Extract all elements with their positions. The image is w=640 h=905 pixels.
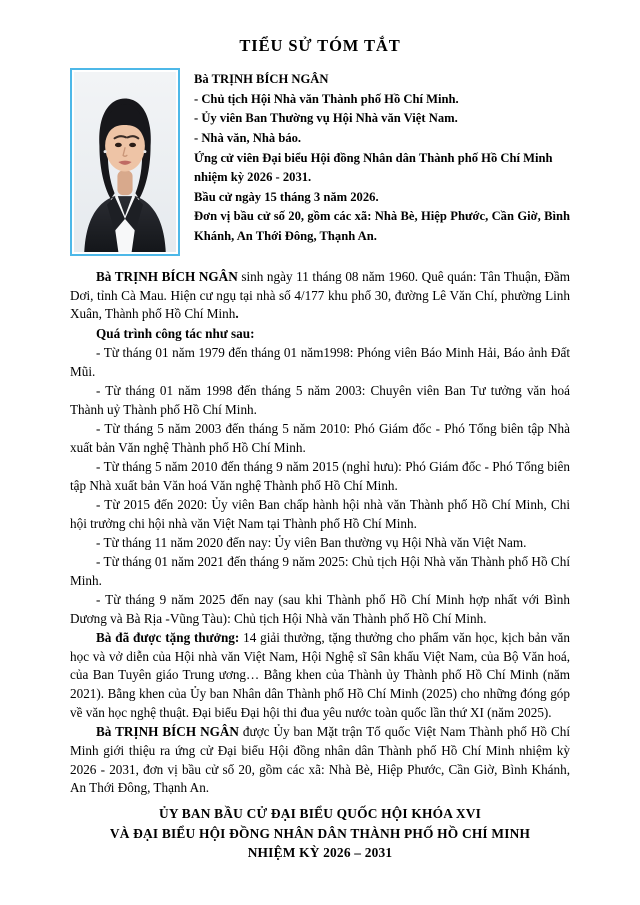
- candidate-photo-frame: [70, 68, 180, 256]
- biography-body: [70, 268, 570, 798]
- portrait-icon: [74, 72, 176, 252]
- election-date-line: Bầu cử ngày 15 tháng 3 năm 2026.: [194, 189, 379, 204]
- identity-line-2: - Ủy viên Ban Thường vụ Hội Nhà văn Việt Nam.: [194, 111, 458, 126]
- career-item: - Từ tháng 01 năm 1998 đến tháng 5 năm 2003: Chuyên viên Ban Tư tưởng văn hoá Thành uỷ Thành phố Hồ Chí Minh.: [70, 382, 570, 417]
- career-item: - Từ tháng 5 năm 2010 đến tháng 9 năm 2015 (nghỉ hưu): Phó Giám đốc - Phó Tổng biên tập Nhà xuất bản Văn hoá Văn nghệ Thành phố Hồ Chí Minh.: [70, 458, 570, 493]
- intro-end: .: [235, 306, 239, 322]
- career-item: - Từ tháng 5 năm 2003 đến tháng 5 năm 2010: Phó Giám đốc - Phó Tổng biên tập Nhà xuất bản Văn nghệ Thành phố Hồ Chí Minh.: [70, 420, 570, 455]
- nomination-name: Bà TRỊNH BÍCH NGÂN: [96, 724, 239, 740]
- candidate-name: Bà TRỊNH BÍCH NGÂN: [194, 72, 329, 86]
- nomination-text: được Ủy ban Mặt trận Tổ quốc Việt Nam Thành phố Hồ Chí Minh giới thiệu ra ứng cử Đại biểu Hội đồng nhân dân Thành phố Hồ Chí Minh nhiệm kỳ 2026 - 2031, đơn vị bầu cử số 20, gồm các xã: Nhà Bè, Hiệp Phước, Cần Giờ, Bình Khánh, An Thới Đông, Thạnh An.: [70, 724, 571, 796]
- candidacy-line: Ứng cử viên Đại biểu Hội đồng Nhân dân Thành phố Hồ Chí Minh nhiệm kỳ 2026 - 2031.: [194, 150, 553, 185]
- intro-paragraph: [70, 268, 570, 324]
- intro-rest: sinh ngày 11 tháng 08 năm 1960. Quê quán: Tân Thuận, Đầm Dơi, tỉnh Cà Mau. Hiện cư ngụ tại nhà số 4/177 khu phố 30, đường Lê Văn Chí, phường Linh Xuân, Thành phố Hồ Chí Minh: [70, 269, 570, 322]
- nomination-paragraph: [70, 723, 570, 798]
- identity-block: [194, 68, 570, 247]
- career-item: - Từ 2015 đến 2020: Ủy viên Ban chấp hành hội nhà văn Thành phố Hồ Chí Minh, Chi hội trưởng chi hội nhà văn Việt Nam tại Thành phố Hồ Chí Minh.: [70, 496, 570, 531]
- footer-line-3: NHIỆM KỲ 2026 – 2031: [247, 844, 393, 860]
- footer-line-2: VÀ ĐẠI BIỂU HỘI ĐỒNG NHÂN DÂN THÀNH PHỐ HỒ CHÍ MINH: [109, 825, 531, 841]
- career-heading: [70, 325, 570, 344]
- candidate-photo: [74, 72, 176, 252]
- identity-line-1: - Chủ tịch Hội Nhà văn Thành phố Hồ Chí Minh.: [194, 91, 459, 106]
- awards-text: 14 giải thưởng, tặng thưởng cho phẩm văn học, kịch bản văn học và vở diễn của Hội nhà văn Việt Nam, Hội Nghệ sĩ Sân khấu Việt Nam, của Bộ Văn hoá, của Ban Tuyên giáo Trung ương… Bằng khen của Thành ủy Thành phố Hồ Chí Minh (năm 2021). Bằng khen của Ủy ban Nhân dân Thành phố Hồ Chí Minh (2025) cho những đóng góp về văn học nghệ thuật. Đại biểu Đại hội thi đua yêu nước toàn quốc lần thứ XI (năm 2025).: [70, 629, 570, 720]
- career-item: - Từ tháng 9 năm 2025 đến nay (sau khi Thành phố Hồ Chí Minh hợp nhất với Bình Dương và Bà Rịa -Vũng Tàu): Chủ tịch Hội Nhà văn Thành phố Hồ Chí Minh.: [70, 591, 570, 626]
- awards-label: Bà đã được tặng thưởng:: [96, 629, 240, 645]
- awards-paragraph: [70, 629, 570, 723]
- career-item: - Từ tháng 01 năm 1979 đến tháng 01 năm1998: Phóng viên Báo Minh Hải, Báo ảnh Đất Mũi.: [70, 344, 570, 379]
- career-item: - Từ tháng 01 năm 2021 đến tháng 9 năm 2025: Chủ tịch Hội Nhà văn Thành phố Hồ Chí Minh.: [70, 554, 570, 588]
- identity-line-3: - Nhà văn, Nhà báo.: [194, 130, 302, 145]
- intro-name: Bà TRỊNH BÍCH NGÂN: [96, 269, 238, 284]
- footer-block: [70, 804, 570, 862]
- career-heading-text: Quá trình công tác như sau:: [96, 325, 255, 341]
- page-title: TIỂU SỬ TÓM TẮT: [239, 36, 401, 55]
- header-block: [70, 68, 570, 256]
- career-item: - Từ tháng 11 năm 2020 đến nay: Ủy viên Ban thường vụ Hội Nhà văn Việt Nam.: [96, 534, 527, 550]
- footer-line-1: ỦY BAN BẦU CỬ ĐẠI BIỂU QUỐC HỘI KHÓA XVI: [158, 806, 482, 822]
- constituency-line: Đơn vị bầu cử số 20, gồm các xã: Nhà Bè, Hiệp Phước, Cần Giờ, Bình Khánh, An Thới Đông, Thạnh An.: [194, 209, 570, 244]
